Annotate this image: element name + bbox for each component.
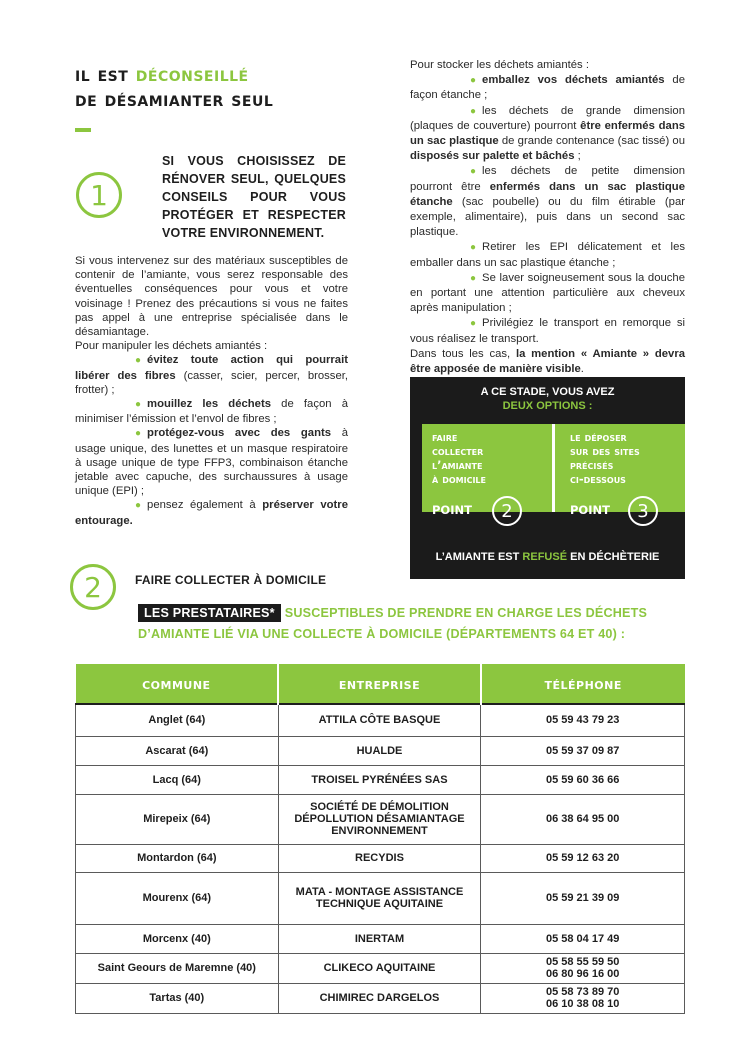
text: EN DÉCHÈTERIE: [567, 551, 660, 563]
emphasis: DEUX OPTIONS :: [502, 400, 593, 412]
list-item: [410, 164, 685, 240]
providers-intro: [138, 603, 698, 645]
cell-telephone: 05 59 37 09 87: [481, 736, 685, 765]
emphasis: préserver votre entourage.: [75, 499, 348, 527]
text: (casser, scier, percer, brosser, frotter) ;: [75, 369, 348, 396]
option-point-label: POINT: [432, 503, 472, 517]
step-1-badge: [76, 172, 122, 218]
list-item: [75, 426, 348, 498]
cell-entreprise: SOCIÉTÉ DE DÉMOLITION DÉPOLLUTION DÉSAMIANTAGE ENVIRONNEMENT: [278, 794, 481, 844]
bullet-icon: ●: [135, 399, 142, 411]
list-item: [410, 316, 685, 346]
cell-commune: Mourenx (64): [76, 872, 279, 924]
emphasis: enfermés dans un sac plastique étanche: [410, 180, 685, 208]
intro-paragraph: Si vous intervenez sur des matériaux susceptibles de contenir de l’amiante, vous serez responsable des éventuelles conséquences pour vous et votre voisinage ! Prenez des précautions si vous ne faites pas appel à une entreprise spécialisée dans le désamiantage.: [75, 255, 348, 339]
cell-entreprise: HUALDE: [278, 736, 481, 765]
emphasis: évitez toute action qui pourrait libérer des fibres: [75, 354, 348, 382]
title-part: de désamianter seul: [75, 87, 274, 111]
options-box: [410, 377, 685, 579]
table-row: [76, 736, 685, 765]
text: de façon à minimiser l’émission et l’envol de fibres ;: [75, 398, 349, 426]
final-note: [410, 347, 685, 377]
table-row: [76, 765, 685, 794]
cell-telephone: 06 38 64 95 00: [481, 794, 685, 844]
bullet-icon: ●: [470, 242, 477, 254]
table-row: [76, 844, 685, 872]
cell-entreprise: INERTAM: [278, 924, 481, 953]
providers-table: [75, 664, 685, 1014]
emphasis: disposés sur palette et bâchés: [410, 150, 575, 163]
cell-commune: Morcenx (40): [76, 924, 279, 953]
step-2-badge: [70, 564, 116, 610]
emphasis: mouillez les déchets: [147, 398, 271, 411]
list-item: [75, 397, 348, 426]
list-item: [75, 498, 348, 527]
text: ;: [574, 150, 581, 163]
title-part: il est: [75, 62, 136, 86]
phone-number: 06 80 96 16 00: [545, 968, 620, 980]
title-highlight: déconseillé: [135, 62, 249, 86]
emphasis: protégez-vous avec des gants: [147, 427, 332, 440]
option-label: [570, 430, 640, 486]
cell-telephone: [481, 953, 685, 983]
text: pensez également à: [147, 499, 263, 512]
text: les déchets de petite dimension pourront être: [410, 165, 685, 193]
option-divider: [547, 424, 560, 512]
text: collecter: [432, 444, 484, 458]
bullet-icon: ●: [470, 105, 477, 117]
list-item: [75, 353, 348, 397]
text: .: [580, 363, 584, 376]
cell-commune: Mirepeix (64): [76, 794, 279, 844]
column-header-entreprise: entreprise: [278, 664, 481, 704]
table-row: [76, 924, 685, 953]
text: de façon étanche ;: [410, 74, 685, 102]
bullet-icon: ●: [470, 75, 477, 87]
phone-number: 05 58 55 59 50: [545, 956, 620, 968]
cell-commune: Montardon (64): [76, 844, 279, 872]
text: à usage unique, des lunettes et un masque respiratoire à usage unique de type FFP3, combinaison étanche jetable avec capuche, des surchaussures à usage unique (EPI) ;: [75, 427, 348, 498]
text: l’amiante: [432, 458, 483, 472]
cell-commune: Lacq (64): [76, 765, 279, 794]
emphasis: la mention « Amiante » devra être apposée de manière visible: [410, 347, 685, 376]
table-row: [76, 794, 685, 844]
text: Privilégiez le transport en remorque si vous réalisez le transport.: [410, 317, 685, 345]
cell-telephone: [481, 983, 685, 1013]
page-title: [75, 62, 375, 112]
text: faire: [432, 430, 458, 444]
list-item: [410, 240, 685, 270]
bullet-icon: ●: [470, 318, 477, 330]
cell-entreprise: CHIMIREC DARGELOS: [278, 983, 481, 1013]
step-1-heading: SI VOUS CHOISISSEZ DE RÉNOVER SEUL, QUELQUES CONSEILS POUR VOUS PROTÉGER ET RESPECTER VOTRE ENVIRONNEMENT.: [162, 154, 346, 240]
manipulate-intro: Pour manipuler les déchets amiantés :: [75, 340, 268, 353]
options-heading: [410, 385, 685, 413]
option-drop-off: [560, 424, 685, 512]
list-item: [410, 104, 685, 165]
text: précisés: [570, 458, 614, 472]
table-row: [76, 704, 685, 736]
cell-telephone: 05 59 60 36 66: [481, 765, 685, 794]
cell-entreprise: ATTILA CÔTE BASQUE: [278, 704, 481, 736]
point-number: 3: [637, 500, 649, 522]
text: les déchets de grande dimension (plaques de couverture) pourront: [410, 104, 685, 132]
text: ci-dessous: [570, 472, 626, 486]
point-number: 2: [501, 500, 513, 522]
table-row: [76, 872, 685, 924]
text: A CE STADE, VOUS AVEZ: [480, 386, 615, 398]
cell-telephone: 05 59 43 79 23: [481, 704, 685, 736]
option-point-label: POINT: [570, 503, 610, 517]
point-2-badge: [492, 496, 522, 526]
text: de grande contenance (sac tissé) ou: [498, 135, 685, 148]
text: à domicile: [432, 472, 486, 486]
bullet-icon: ●: [135, 500, 142, 512]
list-item: [410, 73, 685, 103]
bullet-icon: ●: [470, 166, 477, 178]
option-label: [432, 430, 486, 486]
cell-commune: Tartas (40): [76, 983, 279, 1013]
cell-telephone: 05 59 21 39 09: [481, 872, 685, 924]
text: (sac poubelle) ou du film étirable (par exemple, alimentaire), puis dans un second sac plastique.: [410, 195, 685, 239]
cell-telephone: 05 58 04 17 49: [481, 924, 685, 953]
text: Retirer les EPI délicatement et les emballer dans un sac plastique étanche ;: [410, 241, 685, 269]
cell-telephone: 05 59 12 63 20: [481, 844, 685, 872]
text: le déposer: [570, 430, 627, 444]
step-number: 1: [90, 178, 108, 212]
step-1-body: [75, 254, 348, 528]
cell-commune: Ascarat (64): [76, 736, 279, 765]
cell-commune: Saint Geours de Maremne (40): [76, 953, 279, 983]
column-header-commune: commune: [76, 664, 279, 704]
storage-section: [410, 58, 685, 377]
bullet-icon: ●: [135, 355, 142, 367]
text: L’AMIANTE EST: [435, 551, 523, 563]
phone-number: 06 10 38 08 10: [545, 998, 620, 1010]
storage-intro: Pour stocker les déchets amiantés :: [410, 59, 589, 71]
providers-subtitle: SUSCEPTIBLES DE PRENDRE EN CHARGE LES DÉCHETS D’AMIANTE LIÉ VIA UNE COLLECTE À DOMICILE (DÉPARTEMENTS 64 ET 40) :: [138, 606, 648, 641]
list-item: [410, 271, 685, 317]
point-3-badge: [628, 496, 658, 526]
table-row: [76, 983, 685, 1013]
step-2-heading: FAIRE COLLECTER À DOMICILE: [135, 573, 327, 587]
option-collect: [422, 424, 547, 512]
title-underline: [75, 128, 91, 132]
step-number: 2: [84, 570, 102, 604]
text: sur des sites: [570, 444, 640, 458]
cell-entreprise: RECYDIS: [278, 844, 481, 872]
emphasis: emballez vos déchets amiantés: [482, 74, 665, 87]
table-header-row: [76, 664, 685, 704]
providers-tag: LES PRESTATAIRES*: [138, 604, 281, 622]
phone-number: 05 58 73 89 70: [545, 986, 620, 998]
bullet-icon: ●: [470, 272, 477, 284]
cell-entreprise: MATA - MONTAGE ASSISTANCE TECHNIQUE AQUITAINE: [278, 872, 481, 924]
cell-commune: Anglet (64): [76, 704, 279, 736]
table-row: [76, 953, 685, 983]
text: Dans tous les cas,: [410, 347, 516, 360]
text: Se laver soigneusement sous la douche en portant une attention particulière aux cheveux après manipulation ;: [410, 271, 685, 315]
emphasis: être enfermés dans un sac plastique: [410, 119, 685, 148]
options-footer: [410, 551, 685, 563]
cell-entreprise: CLIKECO AQUITAINE: [278, 953, 481, 983]
cell-entreprise: TROISEL PYRÉNÉES SAS: [278, 765, 481, 794]
column-header-telephone: téléphone: [481, 664, 685, 704]
bullet-icon: ●: [135, 428, 142, 440]
emphasis: REFUSÉ: [522, 551, 568, 563]
